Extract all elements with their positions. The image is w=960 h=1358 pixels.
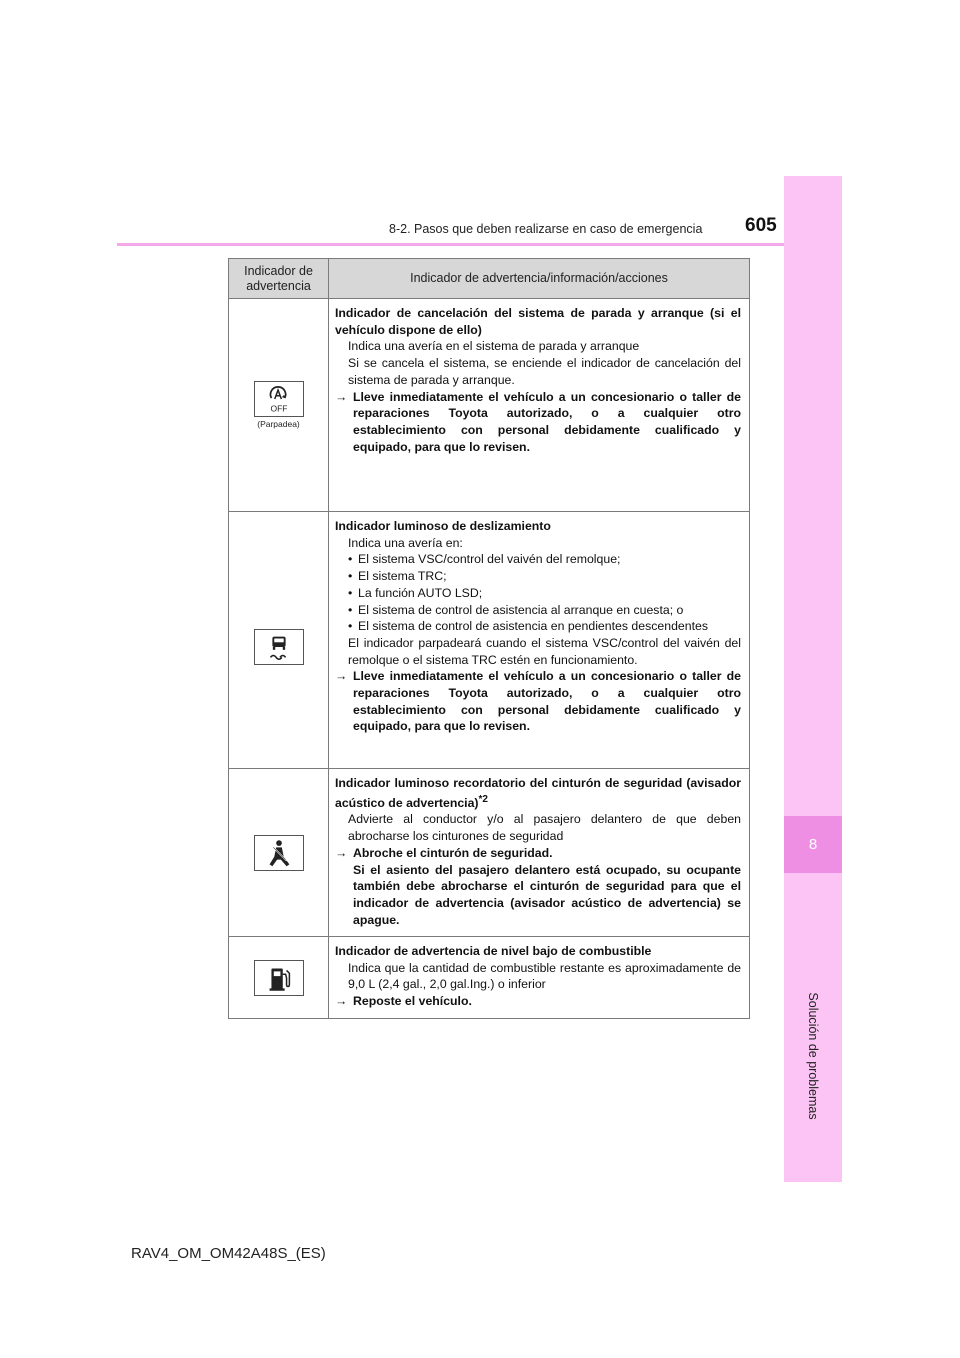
header-divider xyxy=(117,243,784,246)
warning-indicator-table xyxy=(228,258,750,1019)
row-title: Indicador de advertencia de nivel bajo de combustible xyxy=(335,944,652,958)
table-row xyxy=(229,512,750,769)
svg-text:OFF: OFF xyxy=(270,403,287,414)
list-item: • El sistema de control de asistencia en pendientes descendentes xyxy=(348,619,708,634)
table-row xyxy=(229,299,750,512)
indicator-cell xyxy=(229,769,329,937)
row-line: Advierte al conductor y/o al pasajero delantero de que deben abrocharse los cinturones de seguridad xyxy=(348,812,741,844)
row-line: Indica que la cantidad de combustible restante es aproximadamente de 9,0 L (2,4 gal., 2,0 gal.Ing.) o inferior xyxy=(348,960,741,992)
list-item: • El sistema de control de asistencia al arranque en cuesta; o xyxy=(348,602,684,617)
page-number: 605 xyxy=(745,215,777,236)
row-action: → Lleve inmediatamente el vehículo a un concesionario o taller de reparaciones Toyota autorizado, o a cualquier otro establecimiento con personal debidamente cualificado y equipado, para que lo revisen. xyxy=(335,669,741,734)
col-header-description: Indicador de advertencia/información/acciones xyxy=(329,259,750,299)
description-cell xyxy=(329,299,750,512)
list-item: • El sistema VSC/control del vaivén del remolque; xyxy=(348,552,621,567)
row-action-detail: Si el asiento del pasajero delantero está ocupado, su ocupante también debe abrocharse el cinturón de seguridad para que el indicador de advertencia (avisador acústico de advertencia) se apague. xyxy=(353,862,741,927)
stop-start-off-icon xyxy=(254,381,304,417)
row-action: → Lleve inmediatamente el vehículo a un concesionario o taller de reparaciones Toyota autorizado, o a cualquier otro establecimiento con personal debidamente cualificado y equipado, para que lo revisen. xyxy=(335,389,741,454)
row-line: Si se cancela el sistema, se enciende el indicador de cancelación del sistema de parada y arranque. xyxy=(348,356,741,387)
col-header-indicator: Indicador de advertencia xyxy=(229,259,329,299)
row-title: Indicador de cancelación del sistema de parada y arranque (si el vehículo dispone de ello) xyxy=(335,306,741,337)
row-line: Indica una avería en el sistema de parada y arranque xyxy=(348,339,640,354)
indicator-cell xyxy=(229,299,329,512)
bullet-icon: • xyxy=(348,585,353,600)
row-intro: Indica una avería en: xyxy=(348,535,463,550)
chapter-title: Solución de problemas xyxy=(806,992,820,1120)
table-row xyxy=(229,769,750,937)
chapter-number: 8 xyxy=(784,816,842,873)
row-title: Indicador luminoso recordatorio del cinturón de seguridad (avisador acústico de advertencia)$^{*2}$ xyxy=(335,776,741,810)
list-item: • La función AUTO LSD; xyxy=(348,585,483,600)
row-note: El indicador parpadeará cuando el sistema VSC/control del vaivén del remolque o el sistema TRC estén en funcionamiento. xyxy=(348,635,741,667)
description-cell xyxy=(329,512,750,769)
seatbelt-reminder-icon xyxy=(254,835,304,871)
list-item: • El sistema TRC; xyxy=(348,569,447,584)
arrow-icon: → xyxy=(335,669,348,684)
bullet-icon: • xyxy=(348,552,353,567)
arrow-icon: → xyxy=(335,994,348,1009)
row-title: Indicador luminoso de deslizamiento xyxy=(335,519,551,533)
section-title: 8-2. Pasos que deben realizarse en caso de emergencia xyxy=(389,222,703,236)
table-row xyxy=(229,937,750,1019)
icon-caption: (Parpadea) xyxy=(257,419,300,429)
description-cell xyxy=(329,769,750,937)
table-header-row xyxy=(229,259,750,299)
footnote-mark: *2 xyxy=(478,793,488,805)
indicator-cell xyxy=(229,937,329,1019)
row-action: → Abroche el cinturón de seguridad. xyxy=(335,845,553,860)
bullet-icon: • xyxy=(348,569,353,584)
document-code: RAV4_OM_OM42A48S_(ES) xyxy=(131,1245,326,1262)
arrow-icon: → xyxy=(335,389,348,404)
indicator-cell xyxy=(229,512,329,769)
slip-indicator-icon xyxy=(254,629,304,665)
arrow-icon: → xyxy=(335,845,348,860)
bullet-icon: • xyxy=(348,619,353,634)
low-fuel-icon xyxy=(254,960,304,996)
row-action: → Reposte el vehículo. xyxy=(335,994,472,1009)
description-cell xyxy=(329,937,750,1019)
bullet-icon: • xyxy=(348,602,353,617)
chapter-side-tab xyxy=(784,176,842,1182)
